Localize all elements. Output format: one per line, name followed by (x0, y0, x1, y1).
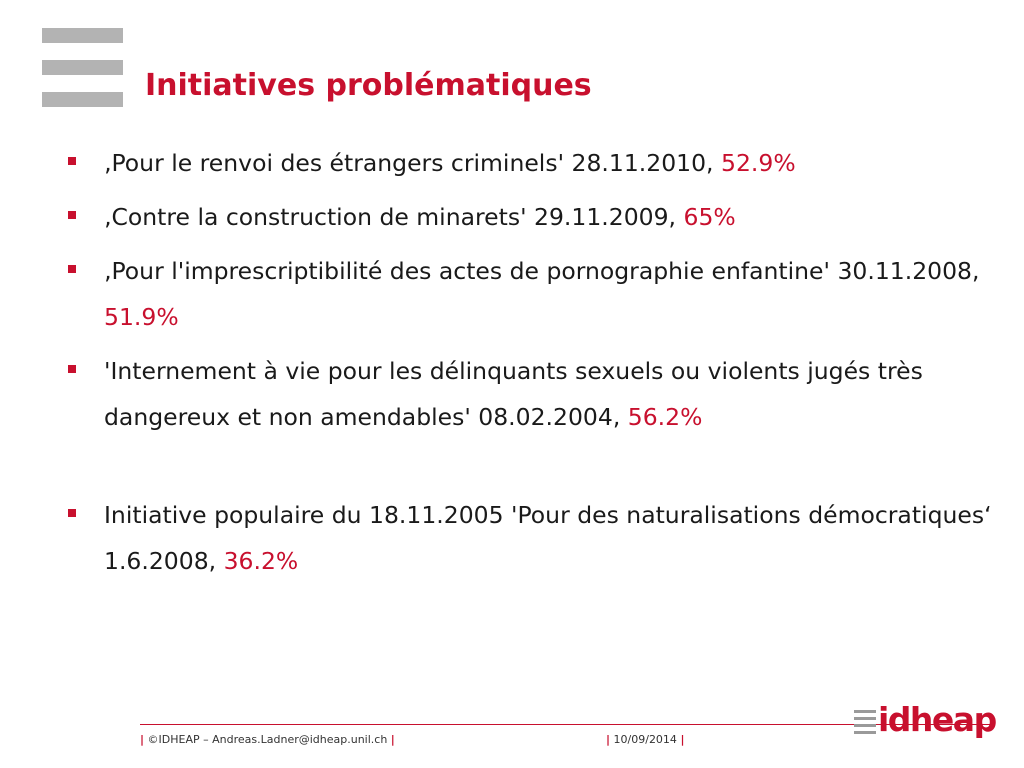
logo-lines-icon (854, 710, 876, 732)
bullet-percent: 36.2% (223, 547, 299, 575)
idheap-logo (854, 700, 996, 744)
footer-separator: | (606, 733, 611, 746)
footer-copyright-text: ©IDHEAP – Andreas.Ladner@idheap.unil.ch (147, 733, 388, 746)
decorative-bar (42, 60, 123, 75)
logo-text: idheap (878, 700, 996, 739)
bullet-item (68, 492, 1008, 584)
footer-copyright (140, 733, 395, 746)
bullet-item (68, 194, 1008, 240)
bullet-square-icon (68, 265, 76, 273)
footer-separator: | (680, 733, 685, 746)
bullet-percent: 65% (683, 203, 736, 231)
slide-title: Initiatives problématiques (145, 68, 592, 103)
decorative-bar (42, 28, 123, 43)
bullet-text: Initiative populaire du 18.11.2005 'Pour des naturalisations démocratiques‘ 1.6.2008, (104, 501, 992, 575)
bullet-square-icon (68, 365, 76, 373)
bullet-text: 'Internement à vie pour les délinquants sexuels ou violents jugés très dangereux et non amendables' 08.02.2004, (104, 357, 923, 431)
bullet-square-icon (68, 211, 76, 219)
bullet-list (68, 140, 1008, 584)
bullet-text: ‚Contre la construction de minarets' 29.11.2009, (104, 203, 684, 231)
bullet-item (68, 248, 1008, 340)
footer-date-text: 10/09/2014 (613, 733, 677, 746)
bullet-percent: 51.9% (104, 303, 179, 331)
decorative-bar (42, 92, 123, 107)
bullet-text: ‚Pour l'imprescriptibilité des actes de pornographie enfantine' 30.11.2008, (104, 257, 980, 285)
bullet-item (68, 348, 1008, 440)
bullet-percent: 56.2% (627, 403, 703, 431)
footer-date (606, 733, 684, 746)
bullet-square-icon (68, 157, 76, 165)
decorative-bars (42, 28, 123, 108)
bullet-item (68, 140, 1008, 186)
bullet-text: ‚Pour le renvoi des étrangers criminels' 28.11.2010, (104, 149, 721, 177)
bullet-square-icon (68, 509, 76, 517)
footer-separator: | (390, 733, 395, 746)
bullet-percent: 52.9% (721, 149, 796, 177)
footer-separator: | (140, 733, 145, 746)
